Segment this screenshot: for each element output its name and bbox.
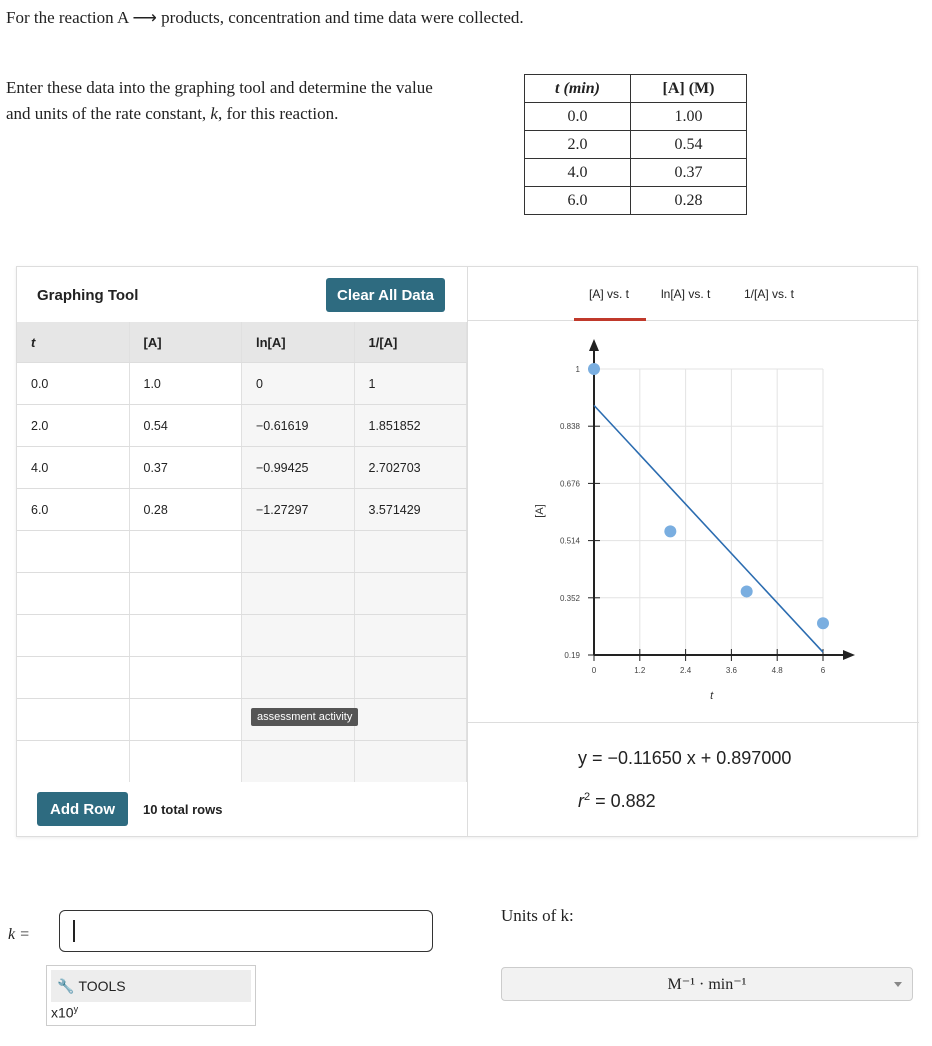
instruction-text [6,75,436,127]
tab-conc-vs-t[interactable]: [A] vs. t [589,287,630,301]
dropdown-caret-icon [894,982,902,987]
table-cell [242,615,355,656]
table-cell[interactable] [130,573,243,614]
plot-tabs [468,267,919,321]
table-cell[interactable]: 6.0 [17,489,130,530]
x-axis-arrow-icon [843,650,855,660]
table-cell [355,699,468,740]
units-label: Units of k: [501,906,574,925]
add-row-button[interactable]: Add Row [37,792,128,826]
table-row [17,698,467,740]
grid-header [17,322,467,362]
k-label: k = [8,926,30,943]
column-header-inv: 1/[A] [355,322,468,362]
table-cell[interactable] [130,657,243,698]
table-cell[interactable] [17,699,130,740]
table-cell: 3.571429 [355,489,468,530]
clear-all-data-button[interactable]: Clear All Data [326,278,445,312]
given-header-conc: [A] (M) [631,75,747,103]
tools-box [46,965,256,1026]
x-tick-label: 6 [820,666,826,675]
row-count: 10 total rows [143,802,223,817]
fit-results [468,722,919,837]
table-cell: 1 [355,363,468,404]
x-tick-label: 3.6 [725,666,737,675]
table-row [17,656,467,698]
table-row [17,614,467,656]
table-cell [242,531,355,572]
table-cell[interactable]: 4.0 [17,447,130,488]
instruction-var: k [210,104,218,123]
y-tick-label: 0.352 [559,593,580,603]
given-header-time: t (min) [525,75,631,103]
table-cell [355,657,468,698]
x-tick-label: 0 [591,666,597,675]
tab-ln-vs-t[interactable]: ln[A] vs. t [661,287,711,301]
table-cell[interactable] [17,573,130,614]
table-cell: −0.99425 [242,447,355,488]
y-tick-label: 0.676 [559,479,580,489]
table-row [17,488,467,530]
table-cell[interactable]: 0.54 [130,405,243,446]
y-tick-label: 0.838 [559,422,580,432]
given-row: 6.0 0.28 [525,187,747,215]
table-cell[interactable]: 0.0 [17,363,130,404]
tab-inv-vs-t[interactable]: 1/[A] vs. t [744,287,795,301]
given-data-table [524,74,747,215]
y-tick-label: 0.514 [559,536,580,546]
given-row: 0.0 1.00 [525,103,747,131]
data-grid [17,322,467,782]
x10-button[interactable]: x10$^y$ [51,1004,79,1021]
wrench-icon: 🔧 [57,977,75,994]
table-cell [242,573,355,614]
instruction-post: , for this reaction. [217,104,339,123]
x-axis-label: t [710,690,714,702]
k-input[interactable] [59,910,433,952]
table-cell: 1.851852 [355,405,468,446]
table-cell[interactable] [130,741,243,782]
column-header-t: t [17,322,130,362]
table-cell: −1.27297 [242,489,355,530]
intro-pre: For the reaction A [6,8,129,27]
table-cell[interactable] [17,657,130,698]
data-point [664,525,676,537]
graph-panel [467,267,918,837]
instruction-pre: Enter these data into the graphing tool and determine the value and units of the rate constant, [6,78,433,123]
column-header-ln: ln[A] [242,322,355,362]
table-cell [355,573,468,614]
y-axis-label: [A] [534,504,546,518]
y-tick-label: 1 [575,365,580,374]
tools-button[interactable]: 🔧 TOOLS [51,970,251,1002]
table-row [17,740,467,782]
table-cell[interactable]: 1.0 [130,363,243,404]
table-cell[interactable] [17,741,130,782]
y-axis-arrow-icon [589,339,599,351]
table-cell[interactable]: 0.37 [130,447,243,488]
text-cursor [73,920,75,942]
table-row [17,530,467,572]
fit-line [594,405,823,652]
table-cell [242,657,355,698]
column-header-conc: [A] [130,322,243,362]
x-tick-label: 1.2 [634,666,646,675]
graphing-tool-panel [16,266,918,837]
table-cell[interactable] [17,531,130,572]
r-squared: $r^2 = 0.882$ [578,791,656,811]
x-tick-label: 2.4 [680,666,692,675]
units-selected-value: M⁻¹ · min⁻¹ [667,976,747,993]
reaction-statement [6,8,524,28]
table-cell [355,615,468,656]
data-point [588,363,600,375]
data-point [817,617,829,629]
intro-post: products, concentration and time data were collected. [161,8,524,27]
x-tick-label: 4.8 [771,666,783,675]
table-cell: −0.61619 [242,405,355,446]
table-cell[interactable]: 0.28 [130,489,243,530]
table-row [17,446,467,488]
table-cell [355,531,468,572]
table-cell[interactable] [17,615,130,656]
given-row: 4.0 0.37 [525,159,747,187]
assessment-tooltip: assessment activity [251,708,358,726]
y-tick-label: 0.19 [564,651,580,660]
table-row [17,404,467,446]
units-select[interactable] [501,967,913,1001]
table-cell[interactable] [130,615,243,656]
concentration-chart [468,321,919,721]
table-row [17,572,467,614]
table-cell[interactable] [130,531,243,572]
fit-equation: y = −0.11650 x + 0.897000 [578,748,792,768]
table-cell[interactable]: 2.0 [17,405,130,446]
table-cell: 2.702703 [355,447,468,488]
table-cell[interactable] [130,699,243,740]
reaction-arrow: ⟶ [132,8,157,27]
table-row [17,362,467,404]
table-cell [242,741,355,782]
data-point [741,585,753,597]
table-cell [355,741,468,782]
graphing-tool-title: Graphing Tool [37,287,139,304]
table-cell: 0 [242,363,355,404]
given-row: 2.0 0.54 [525,131,747,159]
